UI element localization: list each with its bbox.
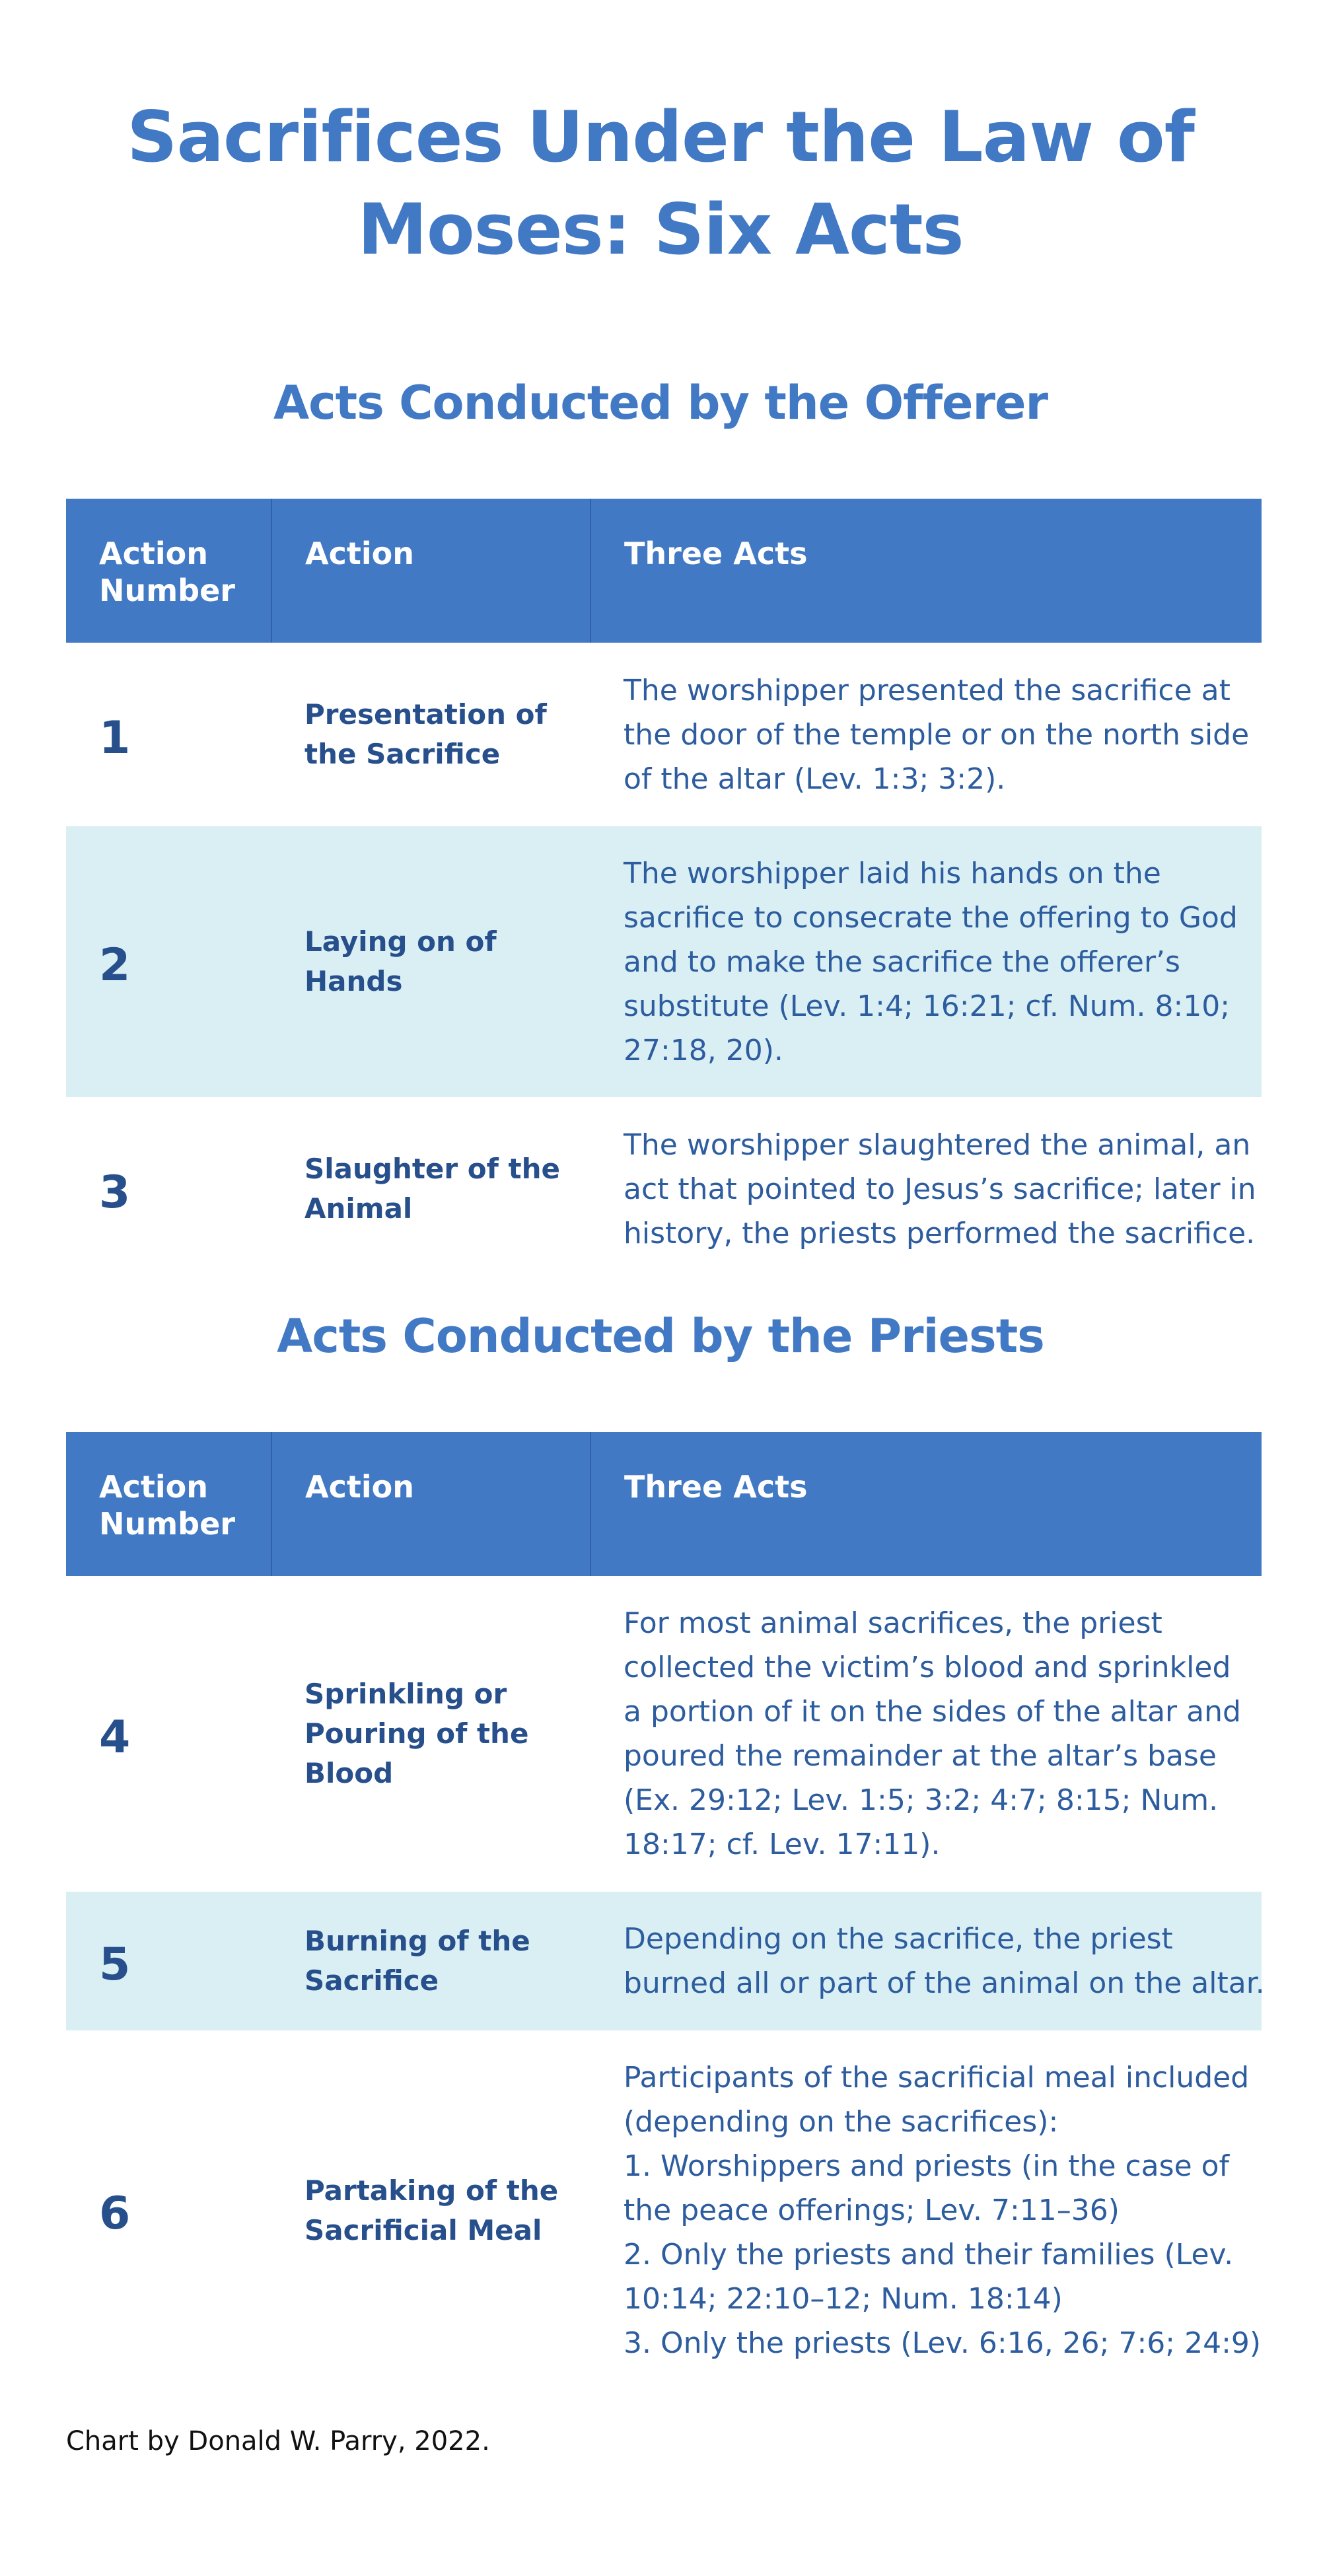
action-name: Slaughter of the Animal (304, 1153, 560, 1225)
description-line: poured the remainder at the altar’s base (624, 1739, 1217, 1773)
action-number: 3 (99, 1166, 131, 1219)
action-description (590, 643, 1262, 826)
table-header-row (66, 1432, 1262, 1576)
description-line: burned all or part of the animal on the altar. (624, 1966, 1265, 2000)
description-line: sacrifice to consecrate the offering to God (624, 900, 1238, 935)
table-row (66, 1097, 1262, 1281)
priest-acts-table (66, 1432, 1265, 2390)
description-line: The worshipper laid his hands on the (624, 856, 1161, 890)
description-line: (Ex. 29:12; Lev. 1:5; 3:2; 4:7; 8:15; Num. (624, 1783, 1219, 1817)
column-header-label: Action (305, 1469, 414, 1505)
description-line: collected the victim’s blood and sprinkled (624, 1651, 1231, 1684)
column-header-label: Three Acts (624, 536, 808, 571)
description-line: of the altar (Lev. 1:3; 3:2). (624, 762, 1006, 796)
action-name: Sprinkling or Pouring of the Blood (304, 1678, 529, 1789)
column-header-three-acts (590, 499, 1262, 643)
description-line: and to make the sacrifice the offerer’s (624, 945, 1180, 979)
action-number: 2 (66, 826, 271, 1097)
action-description (590, 1097, 1262, 1281)
action-description (590, 1576, 1262, 1892)
action-description (590, 826, 1262, 1097)
description-line: Depending on the sacrifice, the priest (624, 1922, 1173, 1956)
description-line: 18:17; cf. Lev. 17:11). (624, 1828, 941, 1861)
action-description (590, 2030, 1262, 2390)
action-name: Partaking of the Sacrificial Meal (304, 2174, 559, 2246)
chart-credit: Chart by Donald W. Parry, 2022. (66, 2426, 490, 2456)
table-row (66, 1892, 1262, 2030)
description-line: the peace offerings; Lev. 7:11–36) (624, 2194, 1120, 2227)
description-line: the door of the temple or on the north side (624, 717, 1250, 752)
table-row (66, 643, 1262, 826)
column-header-three-acts (590, 1432, 1262, 1576)
description-line: substitute (Lev. 1:4; 16:21; cf. Num. 8:10; (624, 989, 1231, 1023)
column-header-action (271, 1432, 590, 1576)
column-header-action (271, 499, 590, 643)
table-row (66, 826, 1262, 1097)
offerer-acts-table (66, 499, 1262, 1281)
action-number: 1 (99, 711, 131, 764)
column-header-action-number (66, 1432, 271, 1576)
description-line: history, the priests performed the sacrifice. (624, 1216, 1256, 1250)
description-line: For most animal sacrifices, the priest (624, 1606, 1162, 1640)
column-header-label: Action Number (99, 536, 235, 608)
description-line: The worshipper presented the sacrifice at (624, 673, 1231, 707)
section-title-priests: Acts Conducted by the Priests (277, 1309, 1044, 1363)
action-description (590, 1892, 1265, 2030)
table-row (66, 2030, 1262, 2390)
description-line: The worshipper slaughtered the animal, an (624, 1127, 1251, 1162)
action-number: 4 (99, 1711, 131, 1764)
table-row (66, 1576, 1262, 1892)
action-number: 6 (99, 2188, 131, 2240)
action-name: Burning of the Sacrifice (271, 1892, 590, 2030)
column-header-action-number (66, 499, 271, 643)
column-header-label: Action (305, 536, 414, 571)
table-header-row (66, 499, 1262, 643)
description-line: 3. Only the priests (Lev. 6:16, 26; 7:6; 24:9) (624, 2326, 1262, 2360)
description-line: a portion of it on the sides of the altar and (624, 1695, 1241, 1729)
action-name: Laying on of Hands (271, 826, 590, 1097)
description-line: (depending on the sacrifices): (624, 2105, 1059, 2139)
column-header-label: Action Number (99, 1469, 235, 1542)
description-line: 27:18, 20). (624, 1033, 783, 1067)
description-line: 2. Only the priests and their families (Lev. (624, 2238, 1234, 2272)
description-line: 1. Worshippers and priests (in the case of (624, 2149, 1230, 2183)
action-number: 5 (66, 1892, 271, 2030)
description-line: 10:14; 22:10–12; Num. 18:14) (624, 2282, 1063, 2316)
column-header-label: Three Acts (624, 1469, 808, 1505)
description-line: Participants of the sacrificial meal included (624, 2061, 1250, 2094)
action-name: Presentation of the Sacrifice (304, 698, 547, 770)
page-title: Sacrifices Under the Law of Moses: Six Acts (127, 96, 1194, 270)
section-title-offerer: Acts Conducted by the Offerer (273, 376, 1048, 430)
description-line: act that pointed to Jesus’s sacrifice; later in (624, 1172, 1256, 1206)
